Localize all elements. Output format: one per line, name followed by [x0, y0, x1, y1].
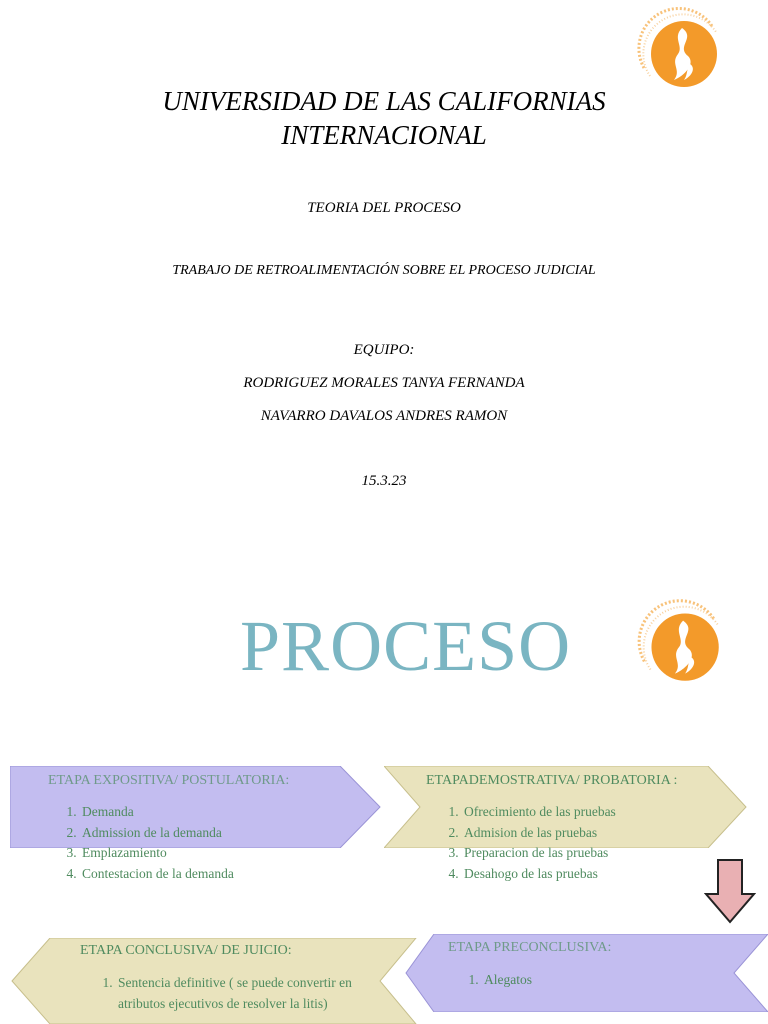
stage-conclusiva-title: ETAPA CONCLUSIVA/ DE JUICIO: [80, 943, 292, 958]
university-flame-logo-icon [626, 598, 732, 684]
list-item: 2. Admision de las pruebas [462, 823, 742, 844]
stage-demostrativa-list [426, 800, 726, 890]
team-member-2: NAVARRO DAVALOS ANDRES RAMON [260, 408, 508, 424]
stage-expositiva-list [44, 800, 344, 890]
list-item: 1. Demanda [80, 802, 360, 823]
team-member-1: RODRIGUEZ MORALES TANYA FERNANDA [243, 375, 525, 391]
team-label: EQUIPO: [353, 342, 415, 358]
down-arrow-icon [704, 858, 756, 924]
university-flame-logo-icon [626, 6, 730, 90]
list-item: 4. Contestacion de la demanda [80, 864, 360, 885]
date: 15.3.23 [361, 473, 407, 489]
stage-preconclusiva-list [446, 968, 686, 998]
stage-expositiva-title: ETAPA EXPOSITIVA/ POSTULATORIA: [48, 773, 290, 788]
stage-demostrativa-title: ETAPADEMOSTRATIVA/ PROBATORIA : [426, 773, 678, 788]
stage-preconclusiva-title: ETAPA PRECONCLUSIVA: [448, 940, 612, 955]
list-item: 4. Desahogo de las pruebas [462, 864, 742, 885]
course-name: TEORIA DEL PROCESO [307, 200, 461, 216]
section-title: PROCESO [240, 606, 572, 686]
list-item: 1. Ofrecimiento de las pruebas [462, 802, 742, 823]
list-item: 2. Admission de la demanda [80, 823, 360, 844]
assignment-title: TRABAJO DE RETROALIMENTACIÓN SOBRE EL PROCESO JUDICIAL [172, 263, 596, 278]
stage-conclusiva-list [80, 972, 380, 1024]
list-item: 3. Emplazamiento [80, 843, 360, 864]
list-item: 1. Sentencia definitive ( se puede convertir en atributos ejecutivos de resolver la litis) [116, 973, 380, 1014]
list-item: 1. Alegatos [482, 970, 682, 991]
list-item: 3. Preparacion de las pruebas [462, 843, 742, 864]
university-name: UNIVERSIDAD DE LAS CALIFORNIAS INTERNACIONAL [162, 86, 606, 150]
